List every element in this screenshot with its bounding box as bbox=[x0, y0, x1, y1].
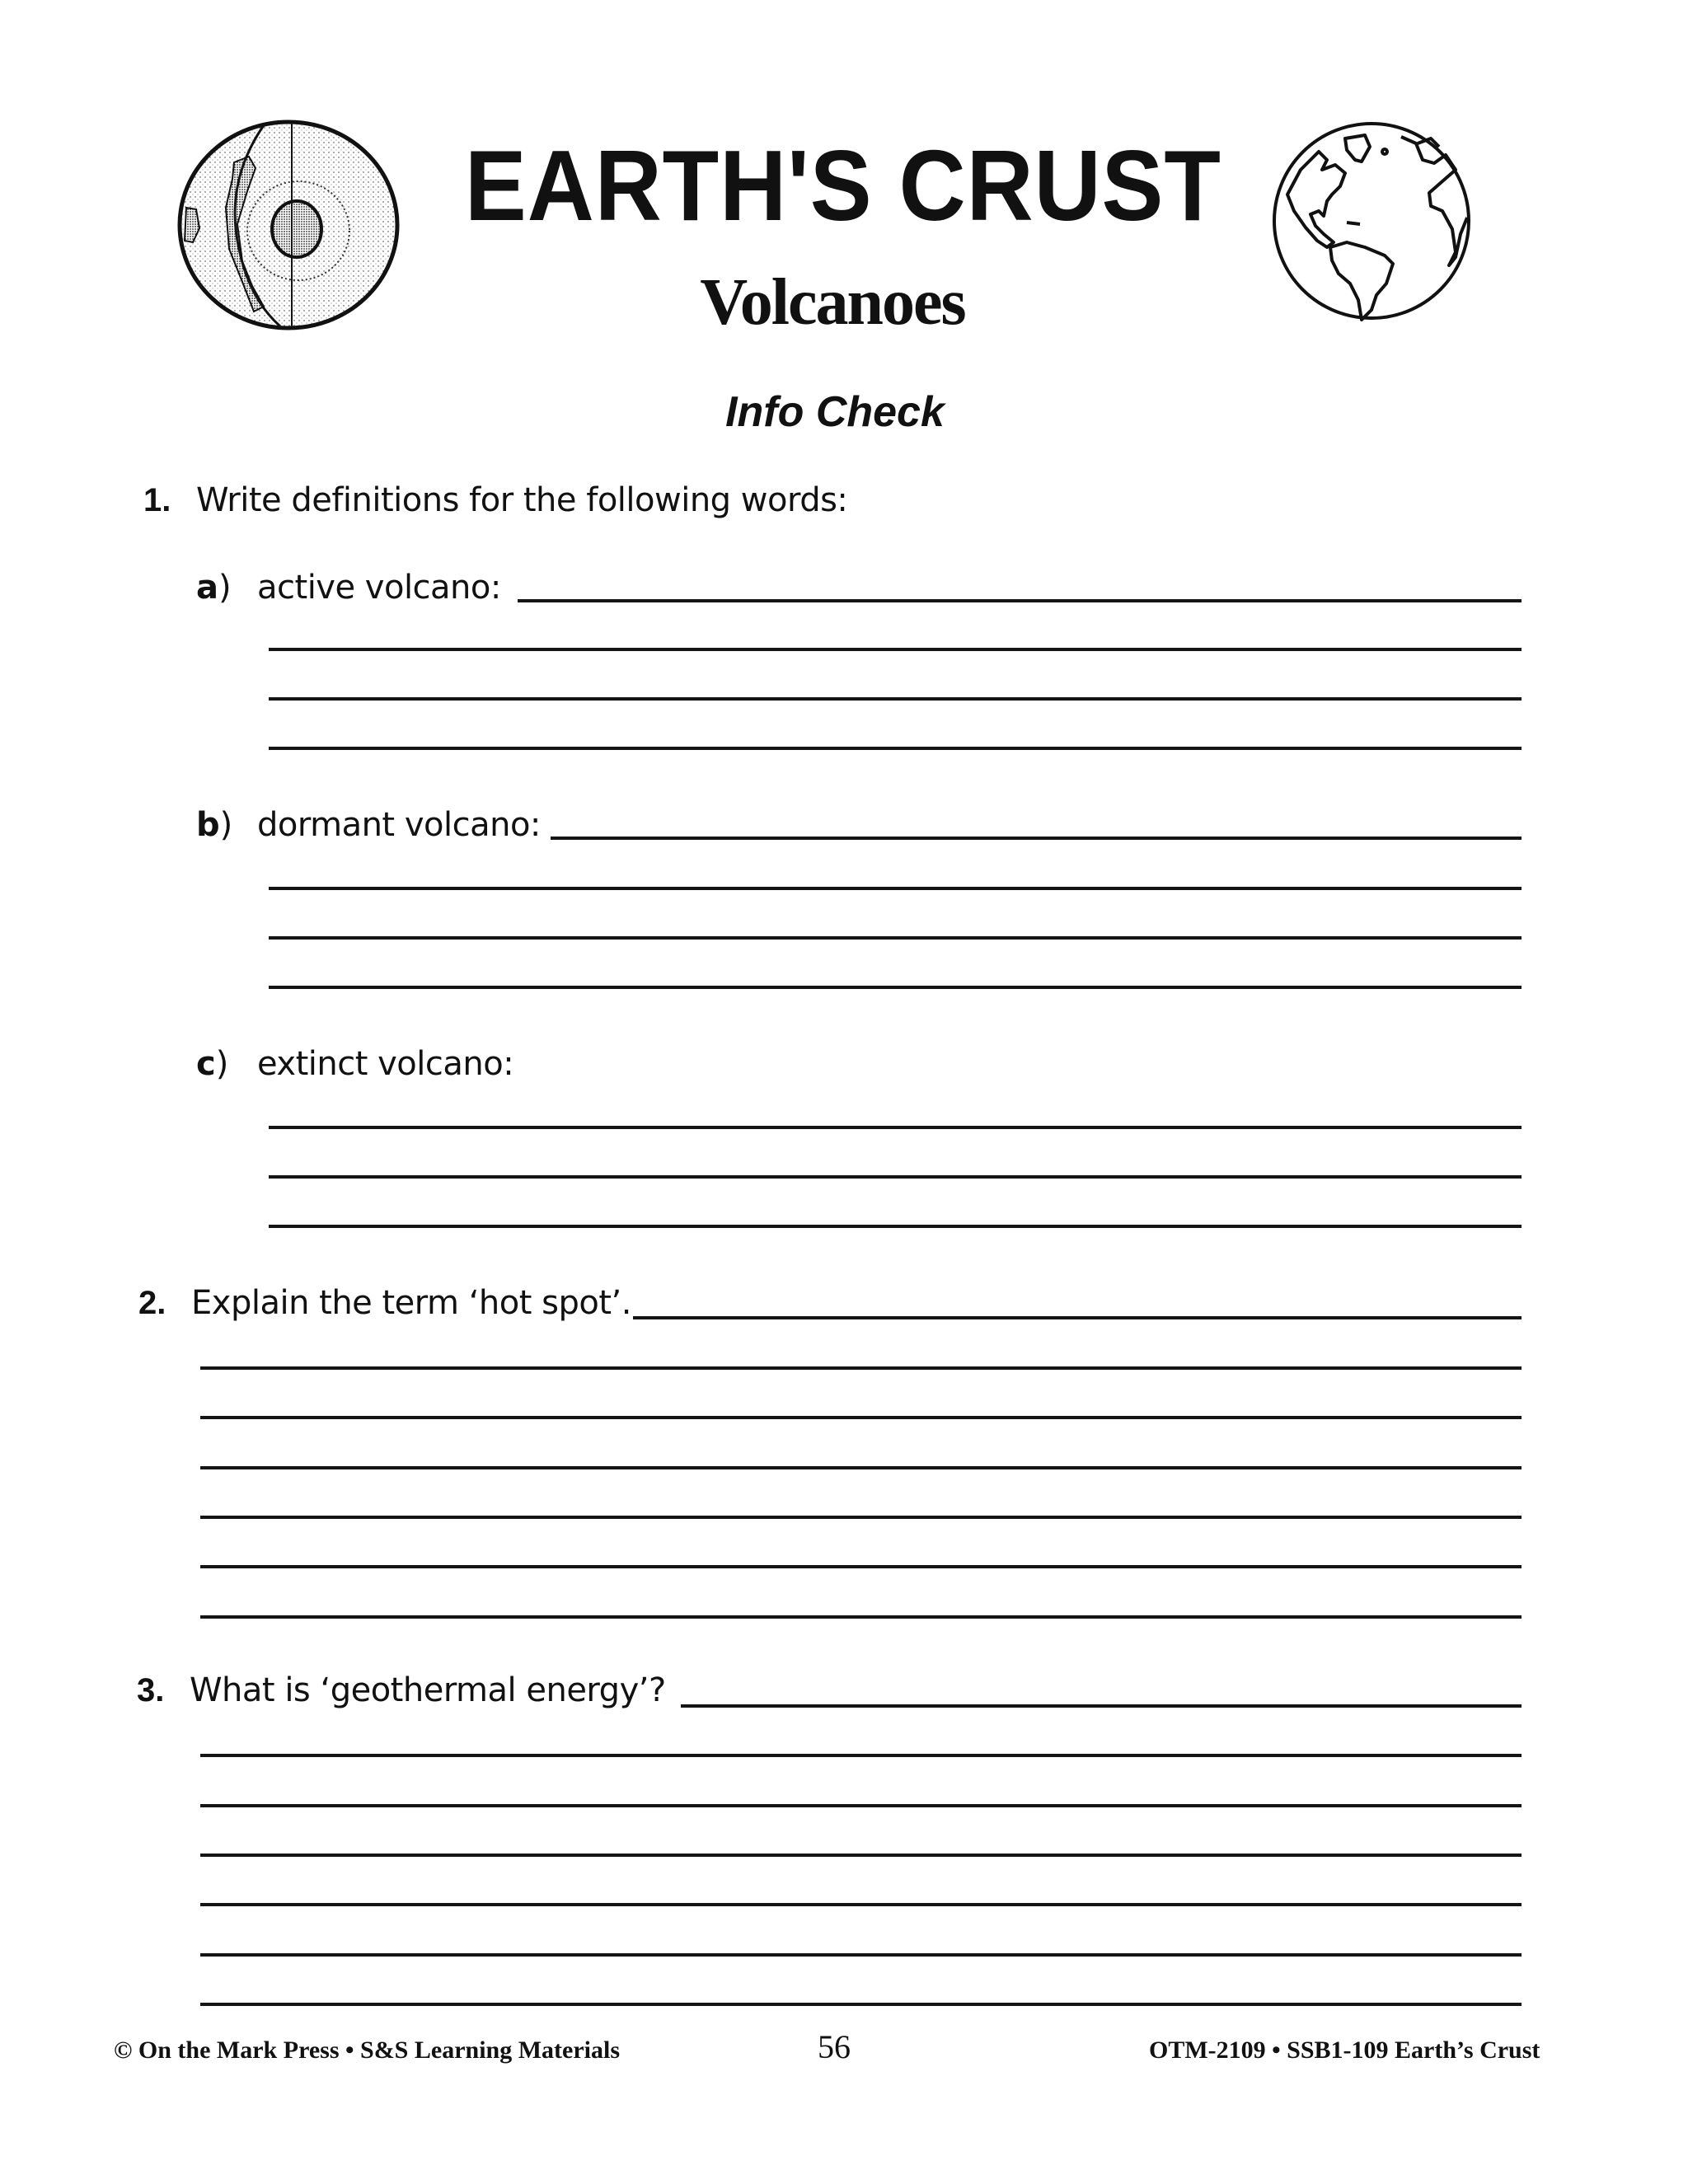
answer-line-3-4[interactable] bbox=[200, 1854, 1522, 1857]
part-c-text: extinct volcano: bbox=[257, 1045, 514, 1083]
answer-line-2-7[interactable] bbox=[200, 1615, 1522, 1619]
answer-line-3-2[interactable] bbox=[200, 1754, 1522, 1757]
question-3-text: What is ‘geothermal energy’? bbox=[190, 1671, 666, 1709]
question-2-number: 2. bbox=[138, 1285, 166, 1321]
answer-line-1c-3[interactable] bbox=[269, 1225, 1522, 1228]
page-title: EARTH'S CRUST bbox=[464, 129, 1221, 241]
page-subtitle: Volcanoes bbox=[700, 266, 965, 339]
answer-line-3-3[interactable] bbox=[200, 1804, 1522, 1807]
part-c-label: c) bbox=[196, 1045, 229, 1083]
footer-publisher: © On the Mark Press • S&S Learning Materials bbox=[114, 2036, 620, 2064]
answer-line-2-3[interactable] bbox=[200, 1416, 1522, 1419]
question-1-text: Write definitions for the following words: bbox=[196, 481, 848, 519]
answer-line-2-6[interactable] bbox=[200, 1565, 1522, 1568]
answer-line-1a-1[interactable] bbox=[518, 599, 1522, 602]
question-2-text: Explain the term ‘hot spot’. bbox=[191, 1284, 631, 1322]
answer-line-1b-3[interactable] bbox=[269, 936, 1522, 940]
part-a-text: active volcano: bbox=[257, 569, 501, 607]
part-a-label: a) bbox=[196, 569, 232, 607]
answer-line-3-6[interactable] bbox=[200, 1953, 1522, 1957]
answer-line-1c-2[interactable] bbox=[269, 1175, 1522, 1179]
section-heading: Info Check bbox=[725, 388, 945, 436]
answer-line-1b-4[interactable] bbox=[269, 986, 1522, 989]
footer-product-code: OTM-2109 • SSB1-109 Earth’s Crust bbox=[1149, 2036, 1540, 2064]
part-b-label: b) bbox=[196, 806, 233, 844]
answer-line-1a-2[interactable] bbox=[269, 648, 1522, 651]
page-number: 56 bbox=[818, 2028, 851, 2065]
answer-line-1a-3[interactable] bbox=[269, 697, 1522, 701]
answer-line-1a-4[interactable] bbox=[269, 747, 1522, 750]
answer-line-1b-2[interactable] bbox=[269, 887, 1522, 890]
answer-line-2-5[interactable] bbox=[200, 1516, 1522, 1519]
answer-line-3-1[interactable] bbox=[681, 1704, 1522, 1708]
answer-line-1b-1[interactable] bbox=[551, 837, 1522, 840]
answer-line-3-7[interactable] bbox=[200, 2003, 1522, 2006]
question-3-number: 3. bbox=[137, 1672, 165, 1708]
answer-line-2-2[interactable] bbox=[200, 1366, 1522, 1370]
answer-line-1c-1[interactable] bbox=[269, 1126, 1522, 1129]
answer-line-2-1[interactable] bbox=[633, 1316, 1522, 1319]
part-b-text: dormant volcano: bbox=[257, 806, 541, 844]
answer-line-2-4[interactable] bbox=[200, 1466, 1522, 1469]
question-1-number: 1. bbox=[143, 482, 171, 518]
answer-line-3-5[interactable] bbox=[200, 1903, 1522, 1906]
globe-icon bbox=[1269, 119, 1474, 323]
